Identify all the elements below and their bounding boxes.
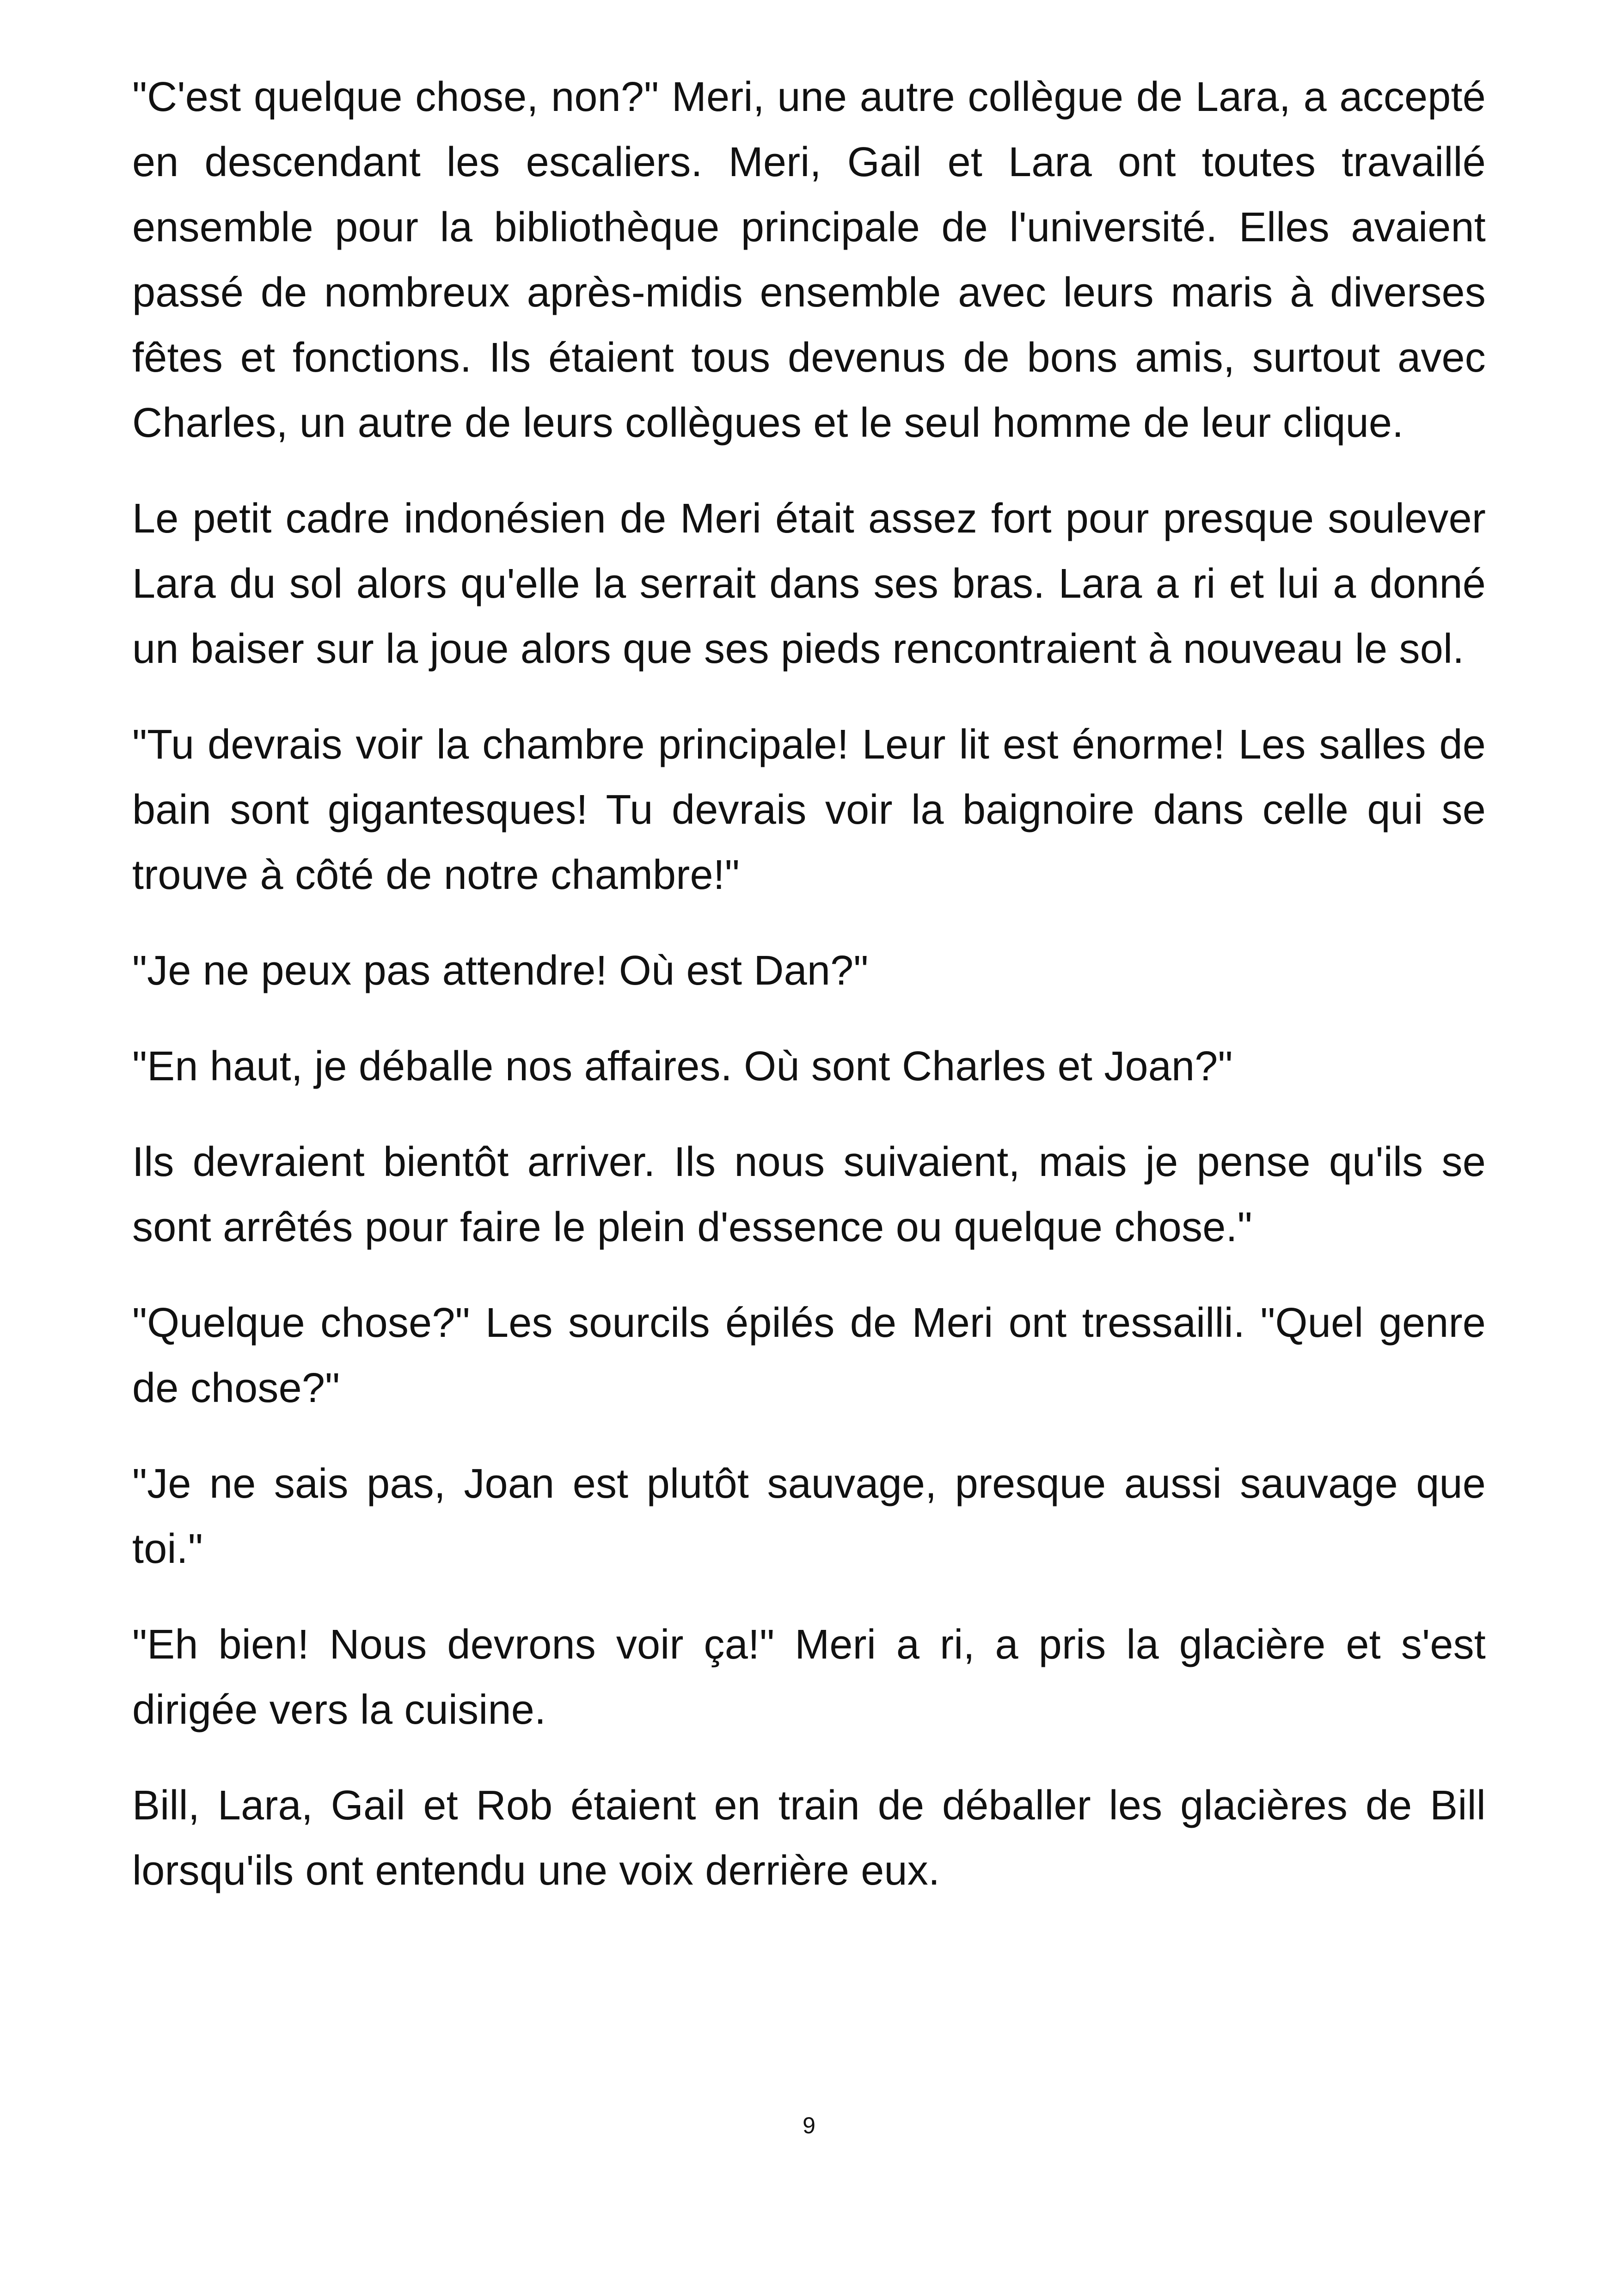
paragraph-5: "En haut, je déballe nos affaires. Où sont Charles et Joan?" xyxy=(132,1043,1233,1090)
paragraph-1: "C'est quelque chose, non?" Meri, une autre collègue de Lara, a accepté en descendant les escaliers. Meri, Gail et Lara ont toutes travaillé ensemble pour la bibliothèque principale de l'université. Elles avaient passé de nombreux après-midis ensemble avec leurs maris à diverses fêtes et fonctions. Ils étaient tous devenus de bons amis, surtout avec Charles, un autre de leurs collègues et le seul homme de leur clique. xyxy=(132,74,1486,446)
paragraph-3: "Tu devrais voir la chambre principale! Leur lit est énorme! Les salles de bain sont gigantesques! Tu devrais voir la baignoire dans celle qui se trouve à côté de notre chambre!" xyxy=(132,722,1486,898)
paragraph-4: "Je ne peux pas attendre! Où est Dan?" xyxy=(132,948,869,994)
page-body xyxy=(132,65,1486,1934)
paragraph-10: Bill, Lara, Gail et Rob étaient en train de déballer les glacières de Bill lorsqu'ils ont entendu une voix derrière eux. xyxy=(132,1782,1486,1894)
page-number: 9 xyxy=(803,2112,815,2138)
paragraph-9: "Eh bien! Nous devrons voir ça!" Meri a ri, a pris la glacière et s'est dirigée vers la cuisine. xyxy=(132,1622,1486,1733)
paragraph-7: "Quelque chose?" Les sourcils épilés de Meri ont tressailli. "Quel genre de chose?" xyxy=(132,1300,1486,1411)
paragraph-2: Le petit cadre indonésien de Meri était assez fort pour presque soulever Lara du sol alors qu'elle la serrait dans ses bras. Lara a ri et lui a donné un baiser sur la joue alors que ses pieds rencontraient à nouveau le sol. xyxy=(132,496,1486,672)
paragraph-6: Ils devraient bientôt arriver. Ils nous suivaient, mais je pense qu'ils se sont arrêtés pour faire le plein d'essence ou quelque chose." xyxy=(132,1139,1486,1250)
paragraph-8: "Je ne sais pas, Joan est plutôt sauvage, presque aussi sauvage que toi." xyxy=(132,1461,1486,1572)
